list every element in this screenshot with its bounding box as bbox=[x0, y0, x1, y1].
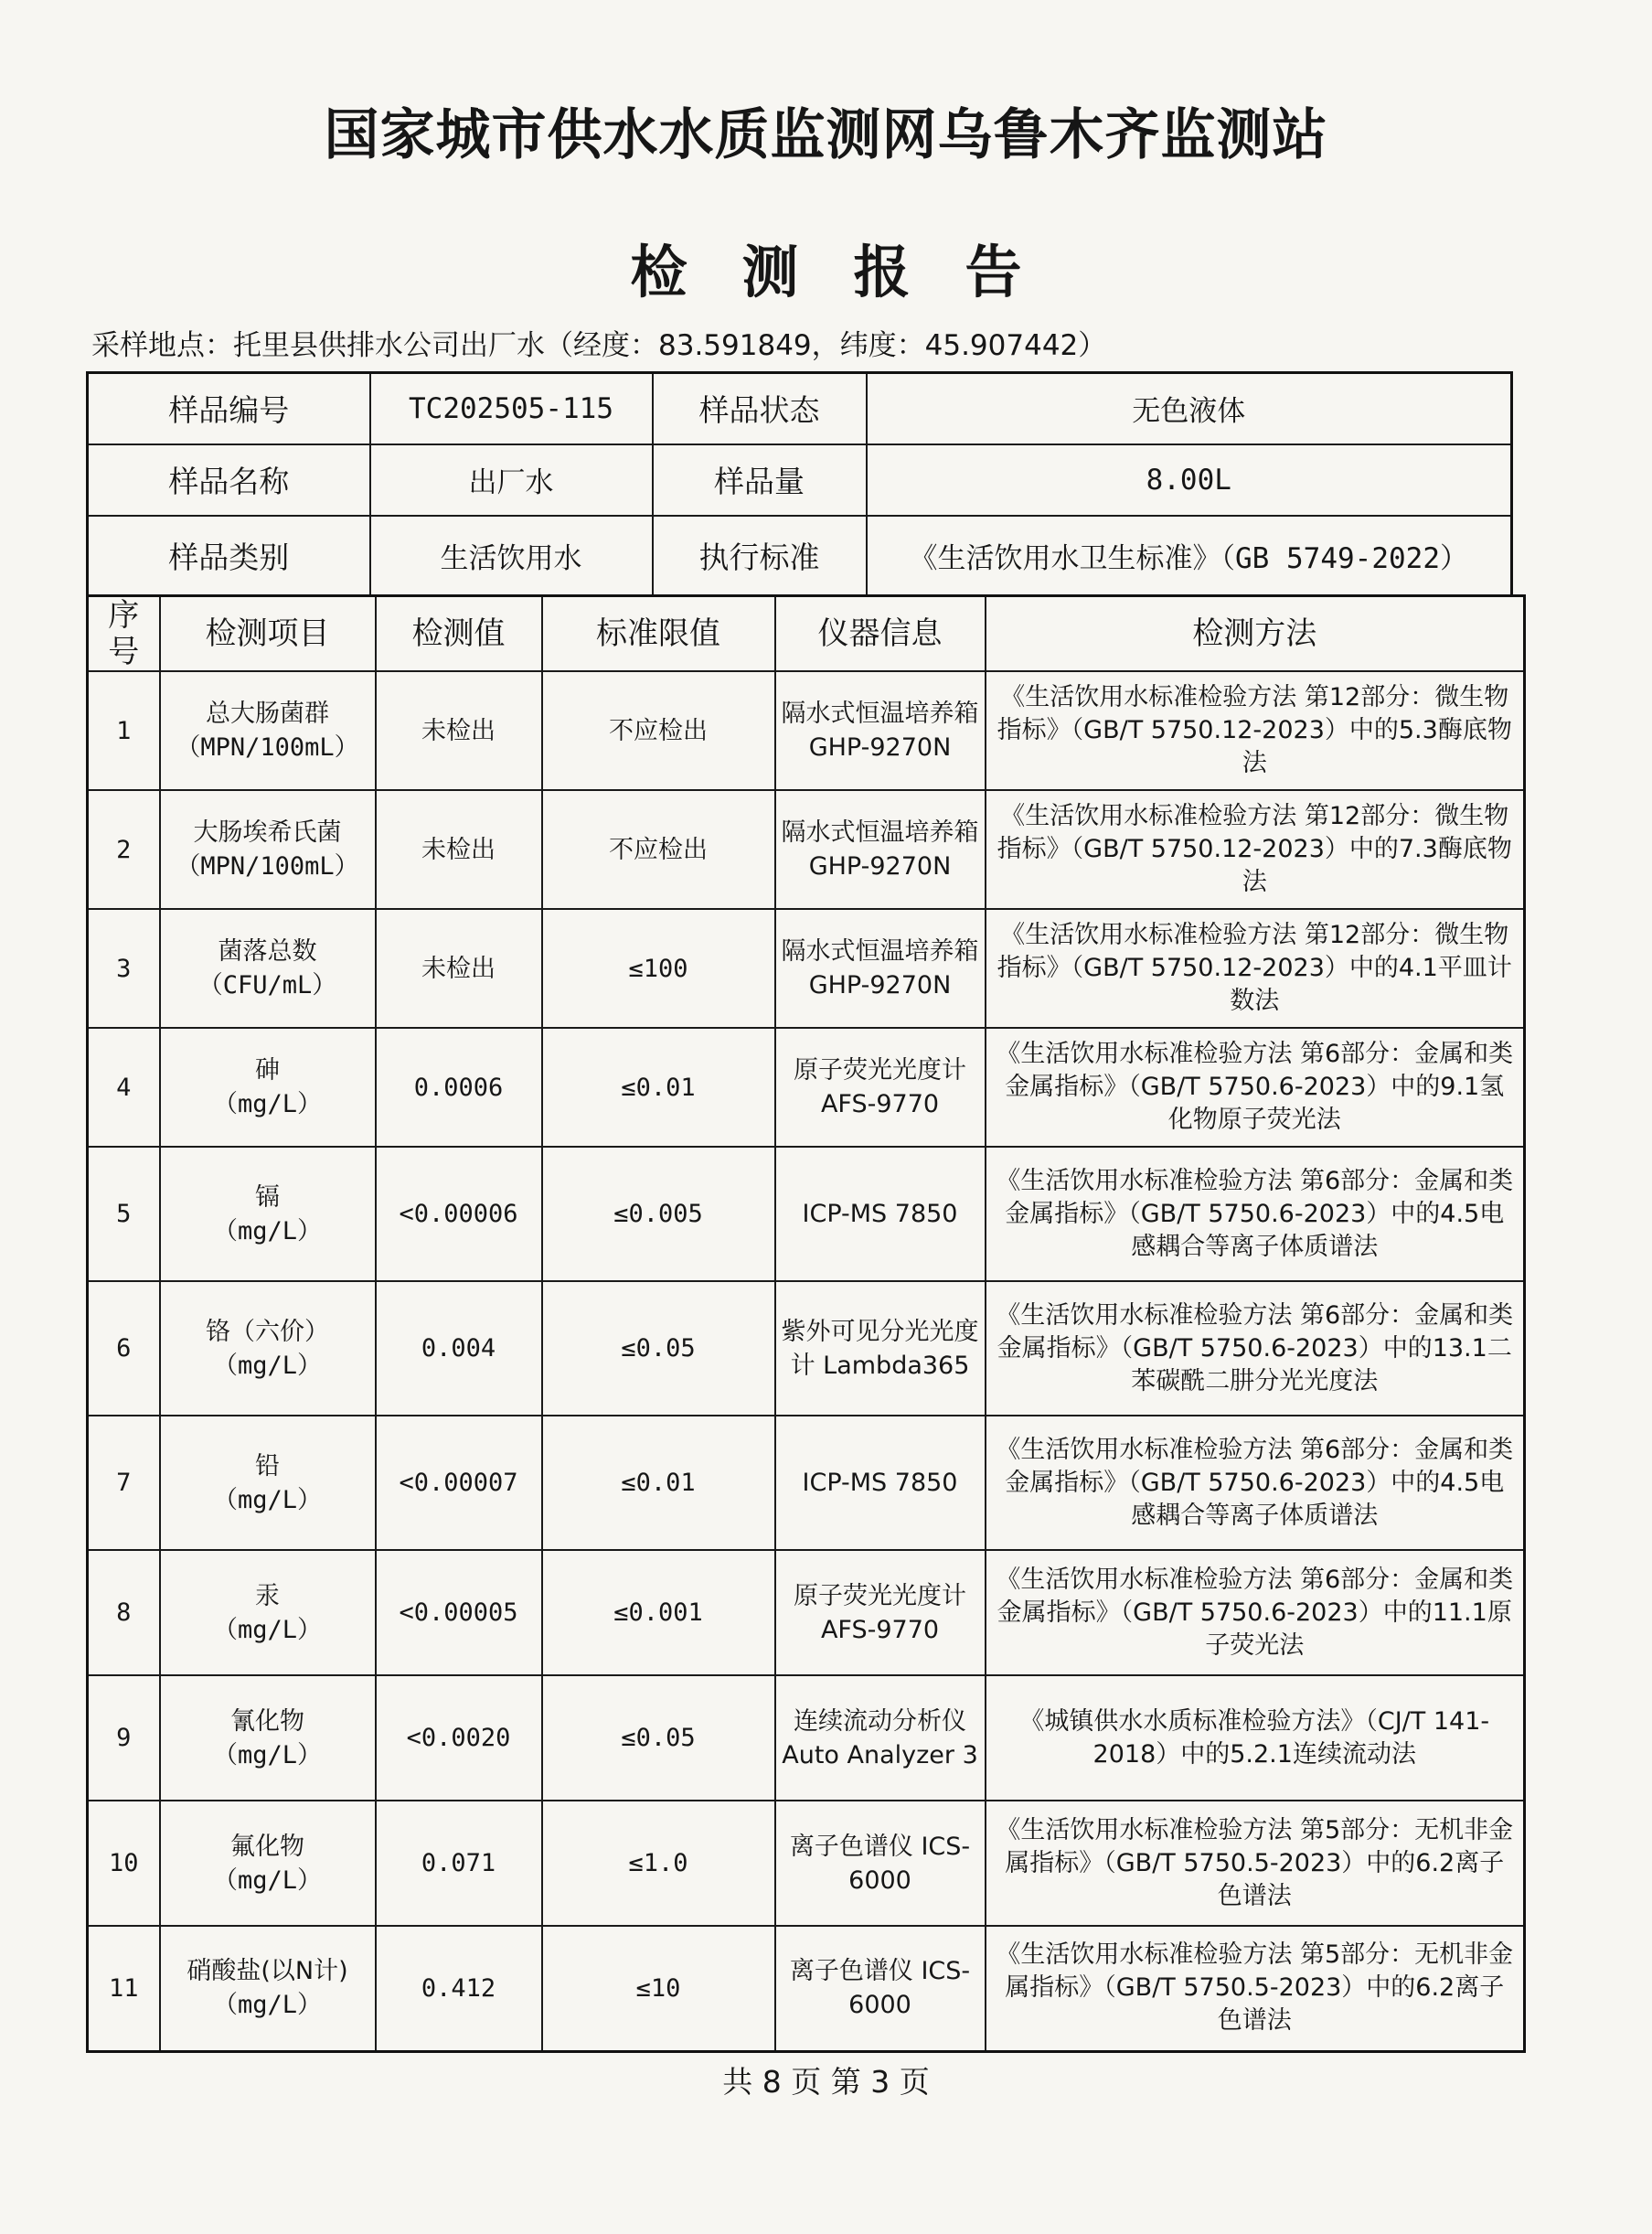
test-item-unit: （MPN/100mL） bbox=[176, 733, 359, 762]
row-number: 2 bbox=[88, 790, 160, 909]
test-value: <0.00007 bbox=[376, 1416, 542, 1550]
test-value: 未检出 bbox=[376, 909, 542, 1028]
test-item-name: 大肠埃希氏菌 bbox=[193, 818, 342, 847]
standard-limit: ≤100 bbox=[542, 909, 775, 1028]
test-method: 《生活饮用水标准检验方法 第6部分：金属和类金属指标》（GB/T 5750.6-2023）中的4.5电感耦合等离子体质谱法 bbox=[986, 1416, 1525, 1550]
test-method: 《生活饮用水标准检验方法 第12部分：微生物指标》（GB/T 5750.12-2023）中的4.1平皿计数法 bbox=[986, 909, 1525, 1028]
row-number: 8 bbox=[88, 1550, 160, 1675]
col-header: 仪器信息 bbox=[775, 596, 986, 672]
standard-limit: ≤0.001 bbox=[542, 1550, 775, 1675]
test-item-name: 菌落总数 bbox=[218, 937, 317, 966]
instrument-info: 离子色谱仪 ICS-6000 bbox=[775, 1801, 986, 1926]
col-header: 检测项目 bbox=[160, 596, 376, 672]
sample-info-row bbox=[88, 373, 1512, 444]
test-item-name: 铬（六价） bbox=[206, 1317, 329, 1346]
station-title: 国家城市供水水质监测网乌鲁木齐监测站 bbox=[324, 103, 1328, 167]
test-item bbox=[160, 1926, 376, 2051]
result-row bbox=[88, 909, 1525, 1028]
test-item bbox=[160, 1550, 376, 1675]
sample-info-value: TC202505-115 bbox=[370, 373, 653, 444]
standard-limit: ≤0.05 bbox=[542, 1675, 775, 1801]
standard-limit: ≤0.01 bbox=[542, 1416, 775, 1550]
sampling-site: 采样地点：托里县供排水公司出厂水（经度：83.591849，纬度：45.907442） bbox=[91, 329, 1107, 362]
sample-info-label: 样品类别 bbox=[88, 516, 370, 596]
standard-limit: ≤1.0 bbox=[542, 1801, 775, 1926]
row-number: 10 bbox=[88, 1801, 160, 1926]
sample-info-label: 样品编号 bbox=[88, 373, 370, 444]
test-item-unit: （mg/L） bbox=[212, 1090, 323, 1118]
result-row bbox=[88, 1416, 1525, 1550]
test-item-unit: （mg/L） bbox=[212, 1351, 323, 1380]
test-item bbox=[160, 1028, 376, 1147]
row-number: 6 bbox=[88, 1281, 160, 1416]
test-value: 未检出 bbox=[376, 790, 542, 909]
row-number: 1 bbox=[88, 671, 160, 790]
sample-info-label: 执行标准 bbox=[653, 516, 867, 596]
test-method: 《生活饮用水标准检验方法 第6部分：金属和类金属指标》（GB/T 5750.6-2023）中的9.1氢化物原子荧光法 bbox=[986, 1028, 1525, 1147]
result-row bbox=[88, 1147, 1525, 1281]
sample-info-row bbox=[88, 444, 1512, 516]
sample-info-label: 样品量 bbox=[653, 444, 867, 516]
test-item-name: 镉 bbox=[255, 1182, 280, 1212]
test-item bbox=[160, 790, 376, 909]
sample-info-value: 《生活饮用水卫生标准》（GB 5749-2022） bbox=[867, 516, 1512, 596]
test-item bbox=[160, 671, 376, 790]
result-row bbox=[88, 790, 1525, 909]
test-item-name: 硝酸盐(以N计) bbox=[187, 1957, 348, 1986]
row-number: 7 bbox=[88, 1416, 160, 1550]
test-item bbox=[160, 1675, 376, 1801]
test-value: 0.412 bbox=[376, 1926, 542, 2051]
test-item-unit: （mg/L） bbox=[212, 1485, 323, 1514]
standard-limit: ≤10 bbox=[542, 1926, 775, 2051]
test-value: <0.0020 bbox=[376, 1675, 542, 1801]
instrument-info: 离子色谱仪 ICS-6000 bbox=[775, 1926, 986, 2051]
sample-info-label: 样品状态 bbox=[653, 373, 867, 444]
test-value: <0.00006 bbox=[376, 1147, 542, 1281]
test-method: 《生活饮用水标准检验方法 第5部分：无机非金属指标》（GB/T 5750.5-2023）中的6.2离子色谱法 bbox=[986, 1801, 1525, 1926]
standard-limit: 不应检出 bbox=[542, 790, 775, 909]
row-number: 5 bbox=[88, 1147, 160, 1281]
test-item-name: 铅 bbox=[255, 1451, 280, 1480]
test-item bbox=[160, 1416, 376, 1550]
col-header: 序号 bbox=[88, 596, 160, 672]
instrument-info: 隔水式恒温培养箱 GHP-9270N bbox=[775, 790, 986, 909]
sample-info-value: 无色液体 bbox=[867, 373, 1512, 444]
standard-limit: ≤0.01 bbox=[542, 1028, 775, 1147]
test-item-name: 砷 bbox=[255, 1056, 280, 1085]
test-method: 《生活饮用水标准检验方法 第6部分：金属和类金属指标》（GB/T 5750.6-2023）中的11.1原子荧光法 bbox=[986, 1550, 1525, 1675]
test-method: 《生活饮用水标准检验方法 第12部分：微生物指标》（GB/T 5750.12-2023）中的7.3酶底物法 bbox=[986, 790, 1525, 909]
instrument-info: 隔水式恒温培养箱 GHP-9270N bbox=[775, 671, 986, 790]
instrument-info: 紫外可见分光光度计 Lambda365 bbox=[775, 1281, 986, 1416]
col-header: 检测值 bbox=[376, 596, 542, 672]
row-number: 9 bbox=[88, 1675, 160, 1801]
sample-info-value: 生活饮用水 bbox=[370, 516, 653, 596]
test-item-name: 氟化物 bbox=[230, 1832, 304, 1861]
result-row bbox=[88, 1028, 1525, 1147]
report-title: 检测报告 bbox=[630, 239, 1077, 305]
results-header-row bbox=[88, 596, 1525, 672]
test-method: 《城镇供水水质标准检验方法》（CJ/T 141-2018）中的5.2.1连续流动法 bbox=[986, 1675, 1525, 1801]
test-method: 《生活饮用水标准检验方法 第6部分：金属和类金属指标》（GB/T 5750.6-2023）中的4.5电感耦合等离子体质谱法 bbox=[986, 1147, 1525, 1281]
test-method: 《生活饮用水标准检验方法 第6部分：金属和类金属指标》（GB/T 5750.6-2023）中的13.1二苯碳酰二肼分光光度法 bbox=[986, 1281, 1525, 1416]
results-table bbox=[86, 594, 1526, 2053]
sample-info-row bbox=[88, 516, 1512, 596]
row-number: 4 bbox=[88, 1028, 160, 1147]
test-item-unit: （MPN/100mL） bbox=[176, 852, 359, 881]
test-item-unit: （CFU/mL） bbox=[197, 971, 337, 999]
test-item bbox=[160, 1281, 376, 1416]
instrument-info: 连续流动分析仪 Auto Analyzer 3 bbox=[775, 1675, 986, 1801]
result-row bbox=[88, 1550, 1525, 1675]
sample-info-table bbox=[86, 371, 1513, 597]
sample-info-value: 出厂水 bbox=[370, 444, 653, 516]
test-item-name: 汞 bbox=[255, 1581, 280, 1610]
instrument-info: ICP-MS 7850 bbox=[775, 1147, 986, 1281]
test-value: 0.004 bbox=[376, 1281, 542, 1416]
test-item-name: 氰化物 bbox=[230, 1706, 304, 1736]
instrument-info: 原子荧光光度计 AFS-9770 bbox=[775, 1550, 986, 1675]
test-item-unit: （mg/L） bbox=[212, 1615, 323, 1644]
instrument-info: 隔水式恒温培养箱 GHP-9270N bbox=[775, 909, 986, 1028]
col-header: 检测方法 bbox=[986, 596, 1525, 672]
result-row bbox=[88, 1801, 1525, 1926]
test-value: <0.00005 bbox=[376, 1550, 542, 1675]
result-row bbox=[88, 671, 1525, 790]
test-item-unit: （mg/L） bbox=[212, 1740, 323, 1769]
test-item bbox=[160, 1801, 376, 1926]
row-number: 3 bbox=[88, 909, 160, 1028]
result-row bbox=[88, 1281, 1525, 1416]
test-item-unit: （mg/L） bbox=[212, 1865, 323, 1895]
standard-limit: ≤0.05 bbox=[542, 1281, 775, 1416]
instrument-info: ICP-MS 7850 bbox=[775, 1416, 986, 1550]
standard-limit: ≤0.005 bbox=[542, 1147, 775, 1281]
sample-info-value: 8.00L bbox=[867, 444, 1512, 516]
col-header: 标准限值 bbox=[542, 596, 775, 672]
test-item-unit: （mg/L） bbox=[212, 1991, 323, 2020]
test-item-name: 总大肠菌群 bbox=[206, 700, 329, 728]
test-method: 《生活饮用水标准检验方法 第5部分：无机非金属指标》（GB/T 5750.5-2023）中的6.2离子色谱法 bbox=[986, 1926, 1525, 2051]
test-value: 未检出 bbox=[376, 671, 542, 790]
result-row bbox=[88, 1675, 1525, 1801]
test-item bbox=[160, 1147, 376, 1281]
test-method: 《生活饮用水标准检验方法 第12部分：微生物指标》（GB/T 5750.12-2023）中的5.3酶底物法 bbox=[986, 671, 1525, 790]
test-item bbox=[160, 909, 376, 1028]
test-item-unit: （mg/L） bbox=[212, 1216, 323, 1245]
test-value: 0.0006 bbox=[376, 1028, 542, 1147]
sample-info-label: 样品名称 bbox=[88, 444, 370, 516]
page-number: 共 8 页 第 3 页 bbox=[722, 2064, 930, 2100]
instrument-info: 原子荧光光度计 AFS-9770 bbox=[775, 1028, 986, 1147]
test-value: 0.071 bbox=[376, 1801, 542, 1926]
standard-limit: 不应检出 bbox=[542, 671, 775, 790]
result-row bbox=[88, 1926, 1525, 2051]
row-number: 11 bbox=[88, 1926, 160, 2051]
